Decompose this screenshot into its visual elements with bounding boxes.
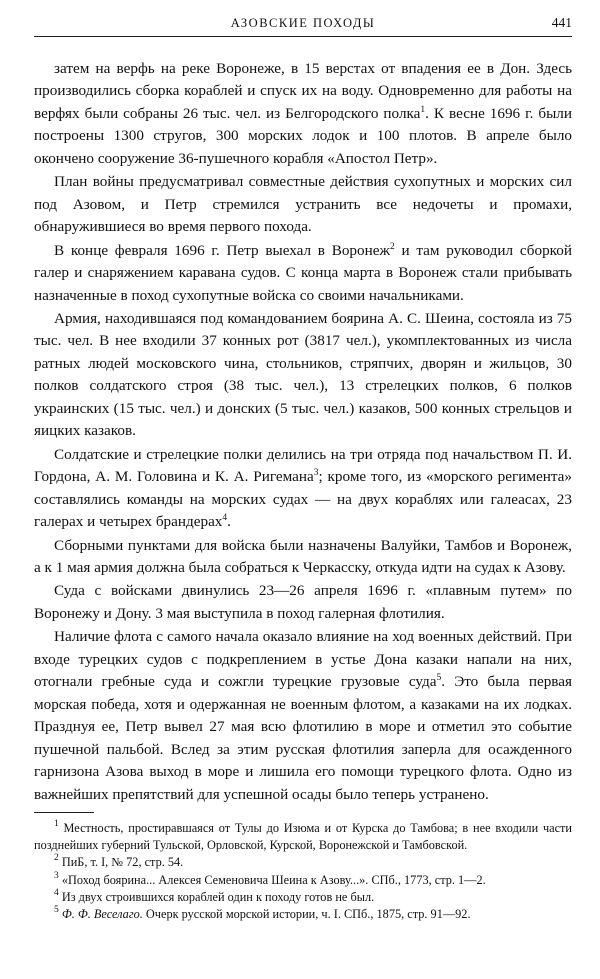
footnote-mark: 2	[54, 853, 59, 864]
running-head	[34, 14, 572, 37]
footnote-mark: 5	[54, 905, 59, 916]
paragraph-2: План войны предусматривал совместные действия сухопутных и морских сил под Азовом, и Петр стремился устранить все недочеты и промахи, обнаружившиеся во время первого похода.	[34, 173, 572, 236]
paragraph-8-text-a: Наличие флота с самого начала оказало влияние на ход военных действий. При входе турецких судов с подкреплением в устье Дона казаки напали на них, отогнали гребные суда и сожгли турецкие грузовые суда	[34, 628, 572, 691]
footnote-1	[34, 820, 572, 854]
footnote-3	[34, 872, 572, 889]
paragraph-8-text-b: . Это была первая морская победа, хотя и одержанная не военным флотом, а казаками на их лодках. Празднуя ее, Петр вывел 27 мая всю флотилию в море и отметил это событие пушечной пальбой. Вслед за этим русская флотилия заперла для осажденного гарнизона Азова выход в море и лишила его помощи турецкого флота. Одно из важнейших препятствий для успешной осады было теперь устранено.	[34, 673, 572, 803]
footnote-ref-4: 4	[222, 513, 228, 524]
paragraph-5-text-c: .	[227, 513, 231, 531]
footnote-author: Ф. Ф. Веселаго.	[58, 907, 143, 922]
paragraph-5-text-a: Солдатские и стрелецкие полки делились на три отряда под начальством П. И. Гордона, А. М. Головина и К. А. Ригемана	[34, 445, 572, 486]
footnote-5	[34, 906, 572, 923]
paragraph-5	[34, 444, 572, 534]
footnote-4	[34, 889, 572, 906]
paragraph-3	[34, 240, 572, 307]
paragraph-7: Суда с войсками двинулись 23—26 апреля 1696 г. «плавным путем» по Воронежу и Дону. 3 мая выступила в поход галерная флотилия.	[34, 582, 572, 622]
paragraph-5-text-b: ; кроме того, из «морского регимента» составлялись команды на морских судах — на двух кораблях или галеасах, 23 галерах и четырех брандерах	[34, 468, 572, 531]
running-title: АЗОВСКИЕ ПОХОДЫ	[230, 16, 376, 30]
footnote-2	[34, 854, 572, 871]
paragraph-3-text-a: В конце февраля 1696 г. Петр выехал в Воронеж	[54, 241, 390, 259]
footnote-ref-1: 1	[420, 104, 426, 115]
paragraph-1-text-b: . К весне 1696 г. были построены 1300 стругов, 300 морских лодок и 100 плотов. В апреле было окончено сооружение 36-пушечного корабля «Апостол Петр».	[34, 104, 572, 167]
paragraph-3-text-b: и там руководил сборкой галер и снаряжением каравана судов. С конца марта в Воронеж стали прибывать назначенные в поход сухопутные войска со своими начальниками.	[34, 241, 572, 304]
paragraph-6: Сборными пунктами для войска были назначены Валуйки, Тамбов и Воронеж, а к 1 мая армия должна была собраться к Черкасску, откуда идти на судах к Азову.	[34, 536, 572, 576]
footnote-ref-3: 3	[313, 468, 319, 479]
footnote-text: Очерк русской морской истории, ч. I. СПб., 1875, стр. 91—92.	[142, 907, 471, 922]
footnote-text: «Поход боярина... Алексея Семеновича Шеина к Азову...». СПб., 1773, стр. 1—2.	[58, 872, 486, 887]
paragraph-4: Армия, находившаяся под командованием боярина А. С. Шеина, состояла из 75 тыс. чел. В нее входили 37 конных рот (3817 чел.), укомплектованных из числа ратных людей московского чина, стольников, стряпчих, дворян и жильцов, 30 полков солдатского строя (38 тыс. чел.), 13 стрелецких полков, 6 полков украинских (15 тыс. чел.) и донских (5 тыс. чел.) казаков, 500 конных стрельцов и яицких казаков.	[34, 309, 572, 440]
body-text	[34, 58, 572, 806]
footnote-text: ПиБ, т. I, № 72, стр. 54.	[58, 855, 184, 870]
footnote-ref-2: 2	[390, 241, 395, 252]
paragraph-1-text-a: затем на верфь на реке Воронеже, в 15 верстах от впадения ее в Дон. Здесь производились сборка кораблей и спуск их на воду. Одновременно для работы на верфях были собраны 26 тыс. чел. из Белгородского полка	[34, 60, 572, 122]
footnote-ref-5: 5	[436, 673, 442, 684]
paragraph-1	[34, 58, 572, 170]
page-number: 441	[551, 15, 572, 30]
footnote-mark: 3	[54, 870, 59, 881]
footnotes	[34, 820, 572, 923]
footnote-text: Местность, простиравшаяся от Тулы до Изюма и от Курска до Тамбова; в нее входили части позднейших губерний Тульской, Орловской, Курской, Воронежской и Тамбовской.	[34, 821, 572, 853]
footnote-mark: 4	[54, 887, 59, 898]
footnote-mark: 1	[54, 819, 59, 829]
paragraph-8	[34, 626, 572, 806]
footnote-divider	[34, 812, 94, 813]
footnote-text: Из двух строившихся кораблей один к походу готов не был.	[58, 889, 375, 904]
